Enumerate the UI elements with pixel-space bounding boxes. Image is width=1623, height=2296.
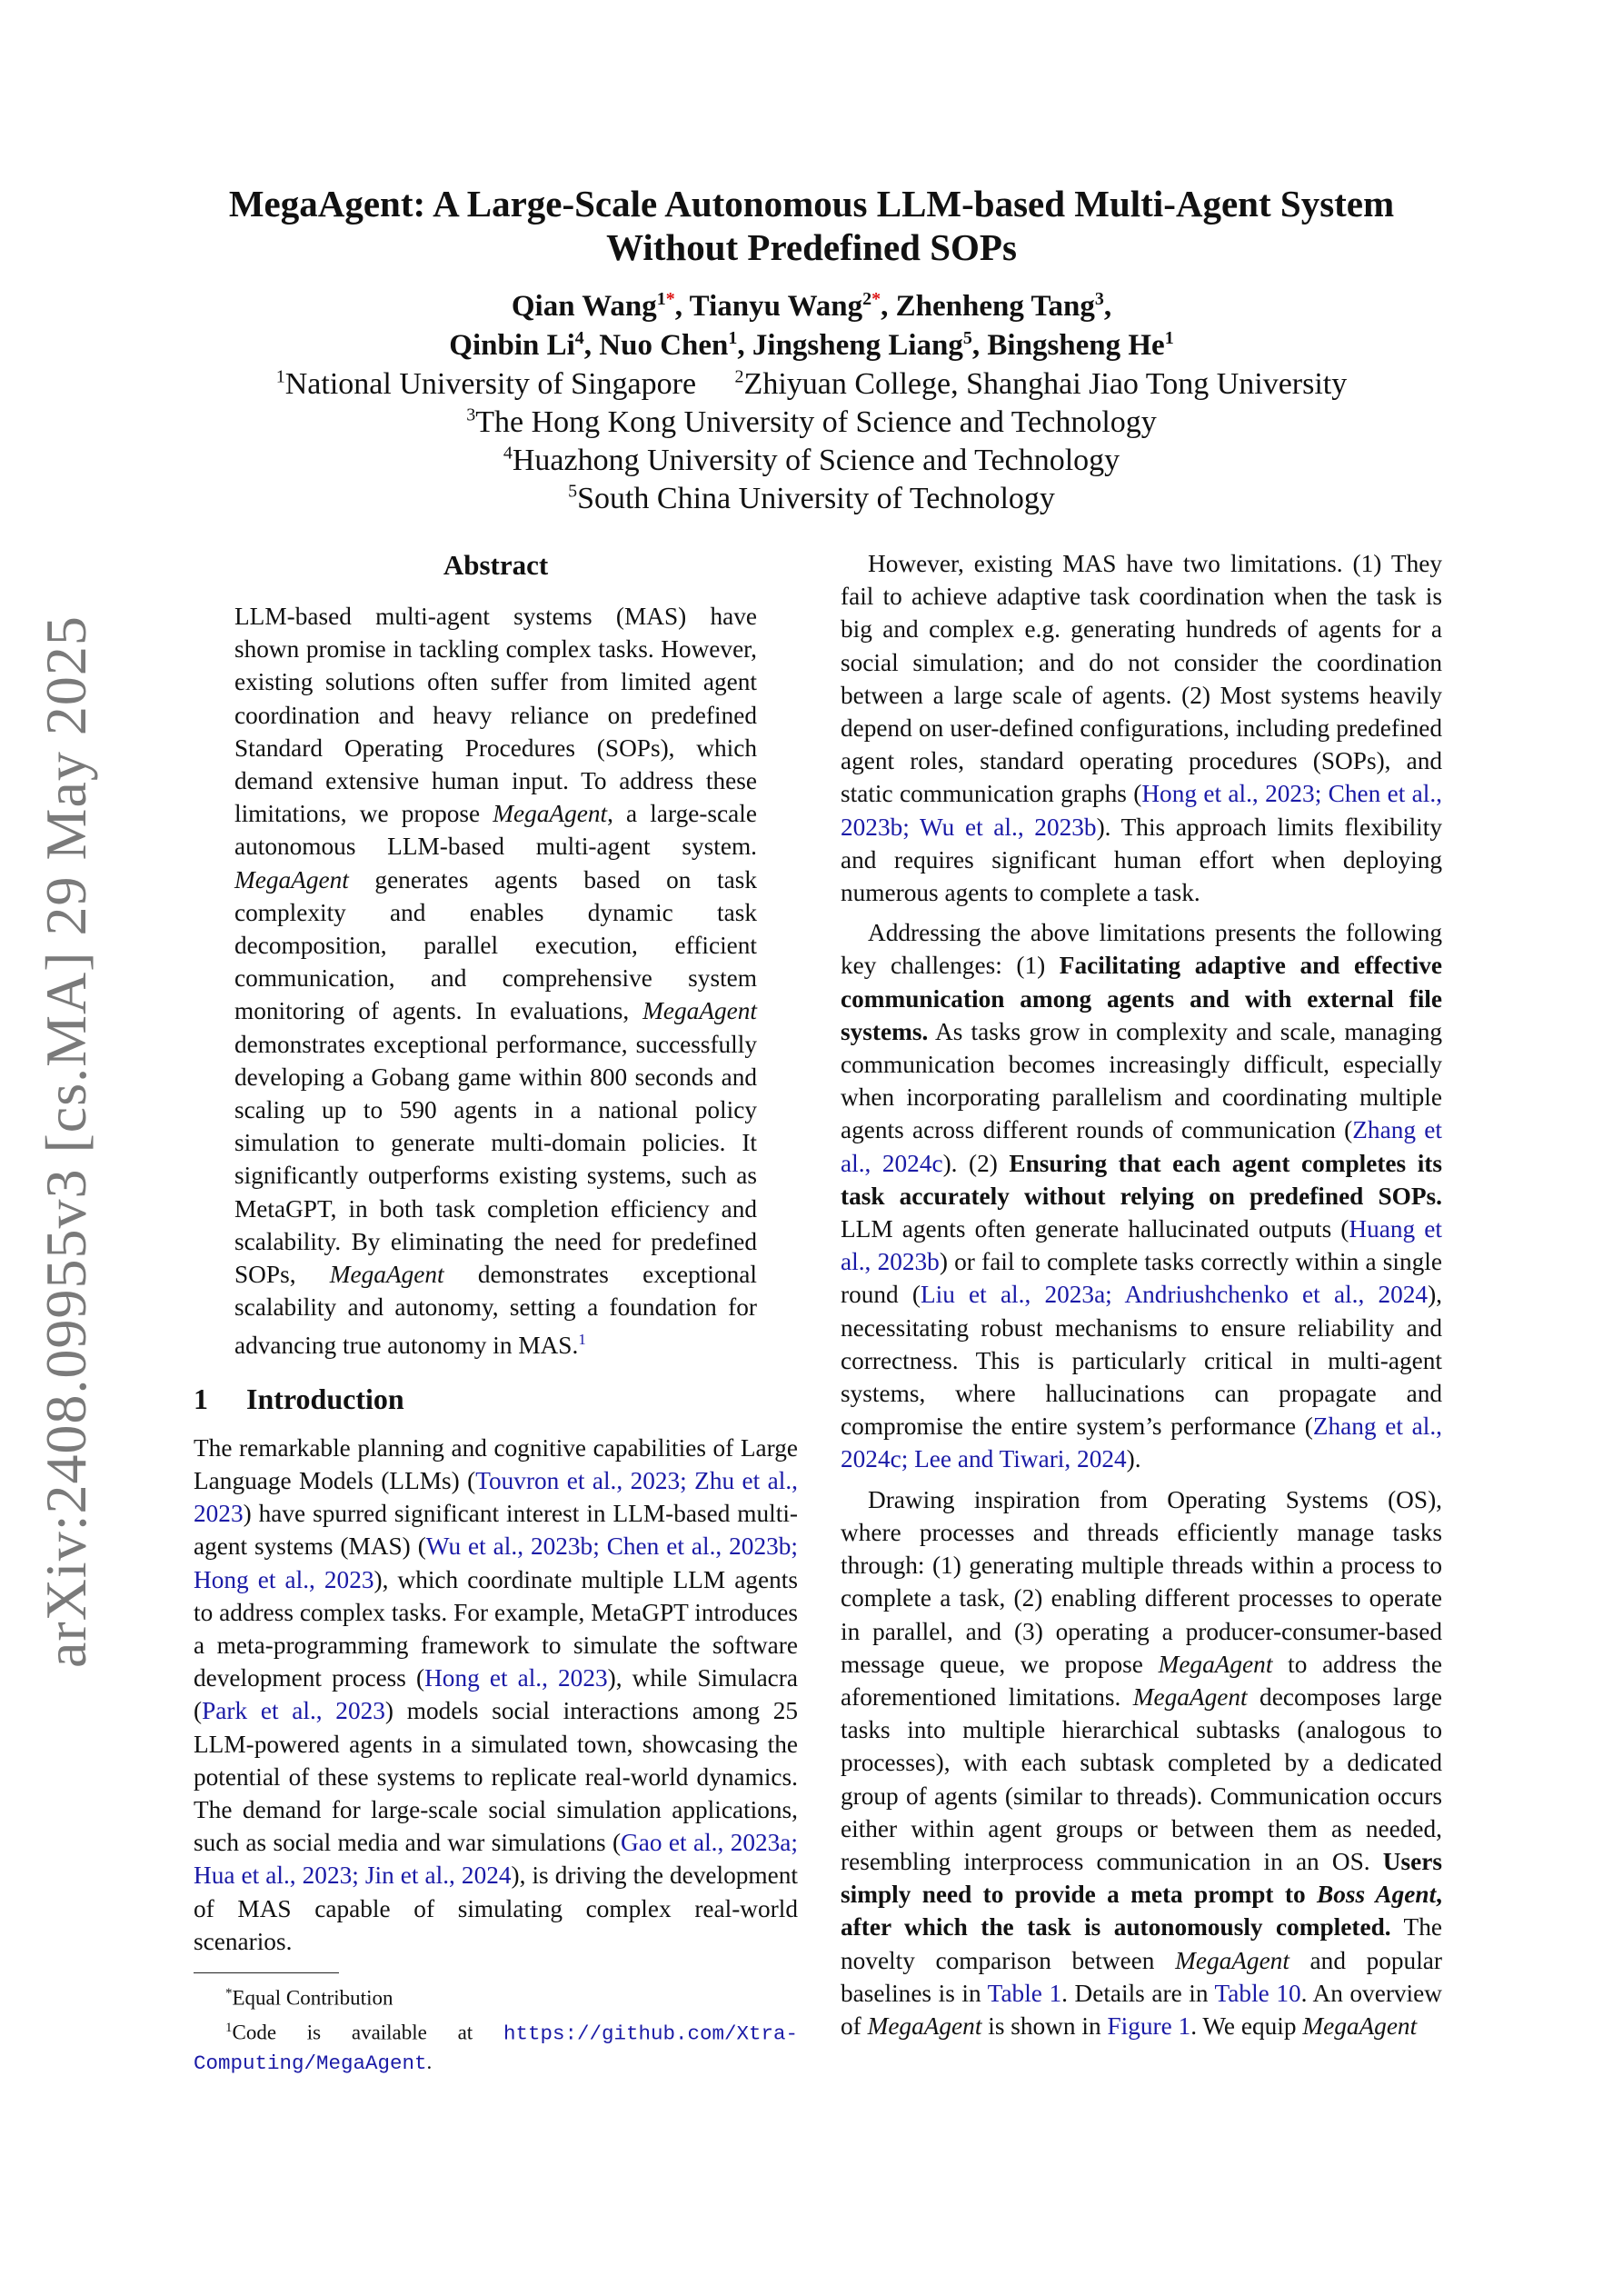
author-line-1: Qian Wang$^{1*}$, Tianyu Wang$^{2*}$, Zhenheng Tang$^3$, [511, 289, 1112, 323]
body-paragraph-challenges: Addressing the above limitations presents the following key challenges: (1) Facilitating adaptive and effective communication among agents and with external file systems. As tasks grow in complexity and scale, managing communication becomes increasingly difficult, especially when incorporating parallelism and coordinating multiple agents across different rounds of communication (Zhang et al., 2024c). (2) Ensuring that each agent completes its task accurately without relying on predefined SOPs. LLM agents often generate hallucinated outputs (Huang et al., 2023b) or fail to complete tasks correctly within a single round (Liu et al., 2023a; Andriushchenko et al., 2024), necessitating robust mechanisms to ensure reliability and correctness. This is particularly critical in multi-agent systems, where hallucinations can propagate and compromise the entire system’s performance (Zhang et al., 2024c; Lee and Tiwari, 2024). [841, 919, 1443, 1473]
affiliation: South China University of Technology [577, 482, 1055, 515]
figure-ref-link[interactable]: Figure 1 [1107, 2011, 1191, 2040]
author-list [0, 287, 1623, 365]
author-affil-mark: 1* [656, 289, 675, 309]
author-name: Qinbin Li [449, 329, 575, 362]
citation-link[interactable]: Liu et al., 2023a; Andriushchenko et al., 2024 [920, 1281, 1429, 1309]
right-column [841, 547, 1442, 2042]
author-name: Nuo Chen [599, 329, 729, 362]
footnote-equal-contribution: *Equal Contribution [225, 1986, 393, 2010]
footnotes [194, 1979, 798, 2078]
code-url-link[interactable]: https://github.com/Xtra-Computing/MegaAgent [194, 2021, 798, 2076]
title-line-2: Without Predefined SOPs [606, 226, 1017, 268]
citation-link[interactable]: Park et al., 2023 [202, 1697, 385, 1725]
affiliation: National University of Singapore [284, 367, 697, 401]
author-affil-mark: 4 [574, 328, 584, 348]
table-ref-link[interactable]: Table 10 [1214, 1979, 1301, 2007]
affiliation: The Hong Kong University of Science and Technology [475, 405, 1157, 439]
citation-link[interactable]: Zhang et al., 2024c [841, 1116, 1442, 1177]
left-column [194, 547, 798, 2078]
citation-link[interactable]: Huang et al., 2023b [841, 1215, 1442, 1276]
title-line-1: MegaAgent: A Large-Scale Autonomous LLM-based Multi-Agent System [228, 183, 1395, 225]
table-ref-link[interactable]: Table 1 [987, 1979, 1062, 2007]
author-affil-mark: 1 [1164, 328, 1174, 348]
affiliation: Zhiyuan College, Shanghai Jiao Tong University [743, 367, 1348, 401]
author-affil-mark: 2* [862, 289, 881, 309]
author-name: Jingsheng Liang [752, 329, 963, 362]
affiliation-line-2: $^3$The Hong Kong University of Science and Technology [466, 404, 1157, 439]
footnote-code: $^1$Code is available at https://github.com/Xtra-Computing/MegaAgent. [194, 2020, 798, 2076]
author-name: Tianyu Wang [689, 290, 863, 323]
author-affil-mark: 3 [1094, 289, 1104, 309]
author-name: Zhenheng Tang [895, 290, 1095, 323]
citation-link[interactable]: Wu et al., 2023b; Chen et al., 2023b; Hong et al., 2023 [194, 1532, 798, 1593]
body-paragraph-os-inspiration: Drawing inspiration from Operating Systems (OS), where processes and threads efficiently manage tasks through: (1) generating multiple threads within a process to complete a task, (2) enabling different processes to operate in parallel, and (3) operating a producer-consumer-based message queue, we propose MegaAgent to address the aforementioned limitations. MegaAgent decomposes large tasks into multiple hierarchical subtasks (analogous to processes), with each subtask completed by a dedicated group of agents (similar to threads). Communication occurs either within agent groups or between them as needed, resembling interprocess communication in an OS. Users simply need to provide a meta prompt to Boss Agent, after which the task is autonomously completed. The novelty comparison between MegaAgent and popular baselines is in Table 1. Details are in Table 10. An overview of MegaAgent is shown in Figure 1. We equip MegaAgent [841, 1485, 1442, 2040]
paper-title [0, 182, 1623, 269]
author-affil-mark: 1 [728, 328, 738, 348]
body-paragraph-limitations: However, existing MAS have two limitations. (1) They fail to achieve adaptive task coordination when the task is big and complex e.g. generating hundreds of agents for a social simulation; and do not consider the coordination between a large scale of agents. (2) Most systems heavily depend on user-defined configurations, including predefined agent roles, standard operating procedures (SOPs), and static communication graphs (Hong et al., 2023; Chen et al., 2023b; Wu et al., 2023b). This approach limits flexibility and requires significant human effort when deploying numerous agents to complete a task. [841, 550, 1443, 907]
footnote-divider [194, 1972, 339, 1973]
author-name: Qian Wang [511, 290, 657, 323]
citation-link[interactable]: Hong et al., 2023 [424, 1664, 608, 1692]
citation-link[interactable]: Zhang et al., 2024c; Lee and Tiwari, 2024 [841, 1413, 1442, 1473]
citation-link[interactable]: Hong et al., 2023; Chen et al., 2023b; Wu et al., 2023b [841, 780, 1443, 841]
affiliation: Huazhong University of Science and Technology [512, 444, 1120, 477]
abstract-body: LLM-based multi-agent systems (MAS) have shown promise in tackling complex tasks. However, existing solutions often suffer from limited agent coordination and heavy reliance on predefined Standard Operating Procedures (SOPs), which demand extensive human input. To address these limitations, we propose MegaAgent, a large-scale autonomous LLM-based multi-agent system. MegaAgent generates agents based on task complexity and enables dynamic task decomposition, parallel execution, efficient communication, and comprehensive system monitoring of agents. In evaluations, MegaAgent demonstrates exceptional performance, successfully developing a Gobang game within 800 seconds and scaling up to 590 agents in a national policy simulation to generate multi-domain policies. It significantly outperforms existing systems, such as MetaGPT, in both task completion efficiency and scalability. By eliminating the need for predefined SOPs, MegaAgent demonstrates exceptional scalability and autonomy, setting a foundation for advancing true autonomy in MAS.$^1$ [234, 603, 757, 1360]
affiliation-line-1: $^1$National University of Singapore $^2$Zhiyuan College, Shanghai Jiao Tong University [275, 366, 1348, 401]
section-heading-introduction [194, 1381, 798, 1417]
citation-link[interactable]: Touvron et al., 2023; Zhu et al., 2023 [194, 1466, 798, 1528]
arxiv-identifier-stamp: arXiv:2408.09955v3 [cs.MA] 29 May 2025 [34, 615, 98, 1668]
intro-paragraph: The remarkable planning and cognitive capabilities of Large Language Models (LLMs) (Touvron et al., 2023; Zhu et al., 2023) have spurred significant interest in LLM-based multi-agent systems (MAS) (Wu et al., 2023b; Chen et al., 2023b; Hong et al., 2023), which coordinate multiple LLM agents to address complex tasks. For example, MetaGPT introduces a meta-programming framework to simulate the software development process (Hong et al., 2023), while Simulacra (Park et al., 2023) models social interactions among 25 LLM-powered agents in a simulated town, showcasing the potential of these systems to replicate real-world dynamics. The demand for large-scale social simulation applications, such as social media and war simulations (Gao et al., 2023a; Hua et al., 2023; Jin et al., 2024), is driving the development of MAS capable of simulating complex real-world scenarios. [194, 1433, 799, 1955]
affiliation-line-3: $^4$Huazhong University of Science and Technology [503, 443, 1120, 477]
section-title: Introduction [246, 1382, 404, 1415]
paper-header [0, 182, 1623, 518]
footnote-link[interactable]: 1 [578, 1331, 586, 1349]
abstract-heading: Abstract [443, 549, 549, 581]
author-line-2: Qinbin Li$^4$, Nuo Chen$^1$, Jingsheng Liang$^5$, Bingsheng He$^1$ [449, 328, 1174, 362]
affiliation-line-4: $^5$South China University of Technology [568, 481, 1055, 515]
citation-link[interactable]: Gao et al., 2023a; Hua et al., 2023; Jin et al., 2024 [194, 1829, 798, 1890]
author-affil-mark: 5 [962, 328, 972, 348]
author-name: Bingsheng He [987, 329, 1165, 362]
section-number: 1 [194, 1382, 208, 1415]
